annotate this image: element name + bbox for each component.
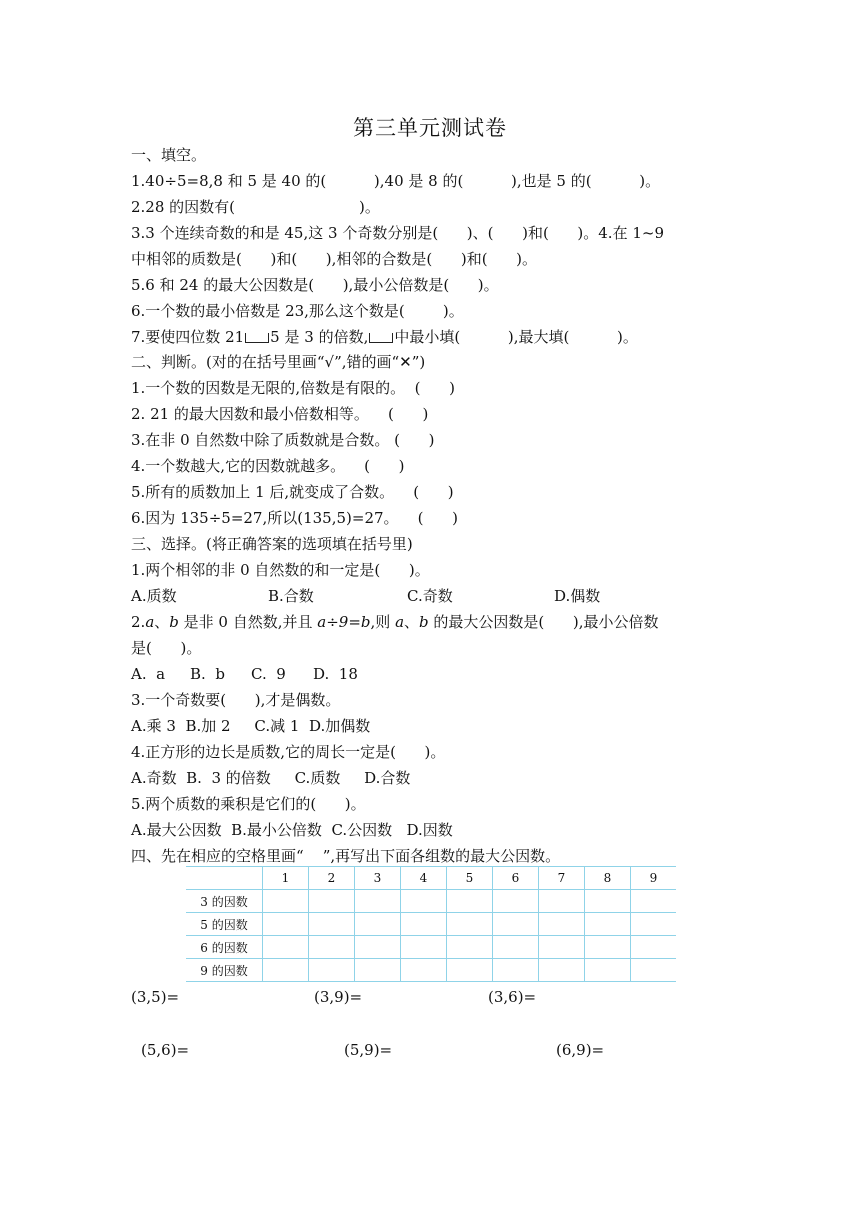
choice-q4: 4.正方形的边长是质数,它的周长一定是( )。 (131, 743, 446, 761)
choice-q2-expression: a÷9=b (317, 613, 371, 631)
judge-q6: 6.因为 135÷5=27,所以(135,5)=27。 ( ) (131, 509, 458, 527)
choice-q4-options: A.奇数 B. 3 的倍数 C.质数 D.合数 (131, 769, 411, 787)
column-header: 2 (309, 867, 355, 890)
answer-cell[interactable] (447, 890, 493, 913)
fill-q6: 6.一个数的最小倍数是 23,那么这个数是( )。 (131, 302, 464, 320)
digit-box (369, 333, 393, 343)
fill-q7-part1: 7.要使四位数 21 (131, 328, 245, 346)
choice-q2-option-a: A. a (131, 665, 166, 683)
fill-q5: 5.6 和 24 的最大公因数是( ),最小公倍数是( )。 (131, 276, 499, 294)
gcd-3-9: (3,9)= (314, 988, 363, 1006)
choice-q2-text: ,则 (370, 613, 396, 631)
answer-cell[interactable] (539, 936, 585, 959)
variable-a: a (145, 613, 155, 631)
judge-q5: 5.所有的质数加上 1 后,就变成了合数。 ( ) (131, 483, 454, 501)
answer-cell[interactable] (309, 913, 355, 936)
fill-q7-part2: 5 是 3 的倍数, (270, 328, 369, 346)
answer-cell[interactable] (585, 890, 631, 913)
gcd-3-6: (3,6)= (488, 988, 537, 1006)
choice-q1-option-d: D.偶数 (554, 587, 601, 605)
choice-q2-text: 、 (154, 613, 170, 631)
choice-q2 (131, 612, 659, 632)
answer-cell[interactable] (631, 890, 677, 913)
fill-q1: 1.40÷5=8,8 和 5 是 40 的( ),40 是 8 的( ),也是 5 的( )。 (131, 172, 661, 190)
choice-q2-option-b: B. b (190, 665, 225, 683)
choice-q2-text: 2. (131, 613, 146, 631)
answer-cell[interactable] (493, 936, 539, 959)
row-header: 3 的因数 (186, 890, 263, 913)
choice-q5-options: A.最大公因数 B.最小公倍数 C.公因数 D.因数 (131, 821, 453, 839)
answer-cell[interactable] (585, 913, 631, 936)
fill-q3: 3.3 个连续奇数的和是 45,这 3 个奇数分别是( )、( )和( )。4.在 1~9 (131, 224, 665, 242)
answer-cell[interactable] (309, 936, 355, 959)
answer-cell[interactable] (309, 959, 355, 982)
answer-cell[interactable] (493, 890, 539, 913)
choice-q2-text: 的最大公因数是( ),最小公倍数 (428, 613, 659, 631)
row-header: 5 的因数 (186, 913, 263, 936)
answer-cell[interactable] (401, 959, 447, 982)
answer-cell[interactable] (355, 890, 401, 913)
gcd-3-5: (3,5)= (131, 988, 180, 1006)
fill-q4: 中相邻的质数是( )和( ),相邻的合数是( )和( )。 (131, 250, 538, 268)
column-header: 4 (401, 867, 447, 890)
choice-q2-line2: 是( )。 (131, 639, 202, 657)
choice-q2-option-c: C. 9 (251, 665, 286, 683)
column-header: 1 (263, 867, 309, 890)
column-header: 5 (447, 867, 493, 890)
page-title: 第三单元测试卷 (353, 116, 507, 140)
answer-cell[interactable] (493, 959, 539, 982)
table-row (186, 936, 676, 959)
column-header: 8 (585, 867, 631, 890)
table-row (186, 890, 676, 913)
gcd-5-9: (5,9)= (344, 1041, 393, 1059)
answer-cell[interactable] (263, 890, 309, 913)
answer-cell[interactable] (401, 913, 447, 936)
column-header: 7 (539, 867, 585, 890)
section4-heading: 四、先在相应的空格里画“ ”,再写出下面各组数的最大公因数。 (131, 847, 561, 865)
answer-cell[interactable] (585, 959, 631, 982)
table-corner-cell (186, 867, 263, 890)
choice-q3-options: A.乘 3 B.加 2 C.减 1 D.加偶数 (131, 717, 371, 735)
answer-cell[interactable] (355, 913, 401, 936)
row-header: 6 的因数 (186, 936, 263, 959)
answer-cell[interactable] (401, 936, 447, 959)
variable-b: b (169, 613, 179, 631)
answer-cell[interactable] (493, 913, 539, 936)
answer-cell[interactable] (539, 913, 585, 936)
fill-q7 (131, 327, 638, 347)
judge-q2: 2. 21 的最大因数和最小倍数相等。 ( ) (131, 405, 429, 423)
answer-cell[interactable] (263, 959, 309, 982)
choice-q1: 1.两个相邻的非 0 自然数的和一定是( )。 (131, 561, 430, 579)
choice-q1-option-a: A.质数 (131, 587, 177, 605)
choice-q1-option-b: B.合数 (268, 587, 314, 605)
choice-q2-text: 、 (404, 613, 420, 631)
section1-heading: 一、填空。 (131, 146, 207, 164)
table-header-row (186, 867, 676, 890)
section3-heading: 三、选择。(将正确答案的选项填在括号里) (131, 535, 413, 553)
choice-q1-option-c: C.奇数 (407, 587, 453, 605)
answer-cell[interactable] (631, 913, 677, 936)
judge-q4: 4.一个数越大,它的因数就越多。 ( ) (131, 457, 405, 475)
digit-box (245, 333, 269, 343)
answer-cell[interactable] (263, 913, 309, 936)
answer-cell[interactable] (309, 890, 355, 913)
answer-cell[interactable] (355, 959, 401, 982)
answer-cell[interactable] (631, 959, 677, 982)
column-header: 6 (493, 867, 539, 890)
variable-b: b (419, 613, 429, 631)
row-header: 9 的因数 (186, 959, 263, 982)
answer-cell[interactable] (539, 890, 585, 913)
table-row (186, 913, 676, 936)
answer-cell[interactable] (447, 936, 493, 959)
gcd-5-6: (5,6)= (141, 1041, 190, 1059)
column-header: 9 (631, 867, 677, 890)
factor-table (186, 866, 676, 982)
fill-q2: 2.28 的因数有( )。 (131, 198, 380, 216)
choice-q3: 3.一个奇数要( ),才是偶数。 (131, 691, 341, 709)
choice-q2-text: 是非 0 自然数,并且 (178, 613, 318, 631)
answer-cell[interactable] (263, 936, 309, 959)
variable-a: a (395, 613, 405, 631)
choice-q5: 5.两个质数的乘积是它们的( )。 (131, 795, 366, 813)
judge-q1: 1.一个数的因数是无限的,倍数是有限的。 ( ) (131, 379, 455, 397)
fill-q7-part3: 中最小填( ),最大填( )。 (394, 328, 638, 346)
section2-heading: 二、判断。(对的在括号里画“√”,错的画“✕”) (131, 353, 426, 371)
answer-cell[interactable] (585, 936, 631, 959)
judge-q3: 3.在非 0 自然数中除了质数就是合数。 ( ) (131, 431, 435, 449)
choice-q2-option-d: D. 18 (313, 665, 358, 683)
gcd-6-9: (6,9)= (556, 1041, 605, 1059)
answer-cell[interactable] (447, 913, 493, 936)
answer-cell[interactable] (355, 936, 401, 959)
answer-cell[interactable] (539, 959, 585, 982)
answer-cell[interactable] (631, 936, 677, 959)
answer-cell[interactable] (447, 959, 493, 982)
column-header: 3 (355, 867, 401, 890)
answer-cell[interactable] (401, 890, 447, 913)
table-row (186, 959, 676, 982)
